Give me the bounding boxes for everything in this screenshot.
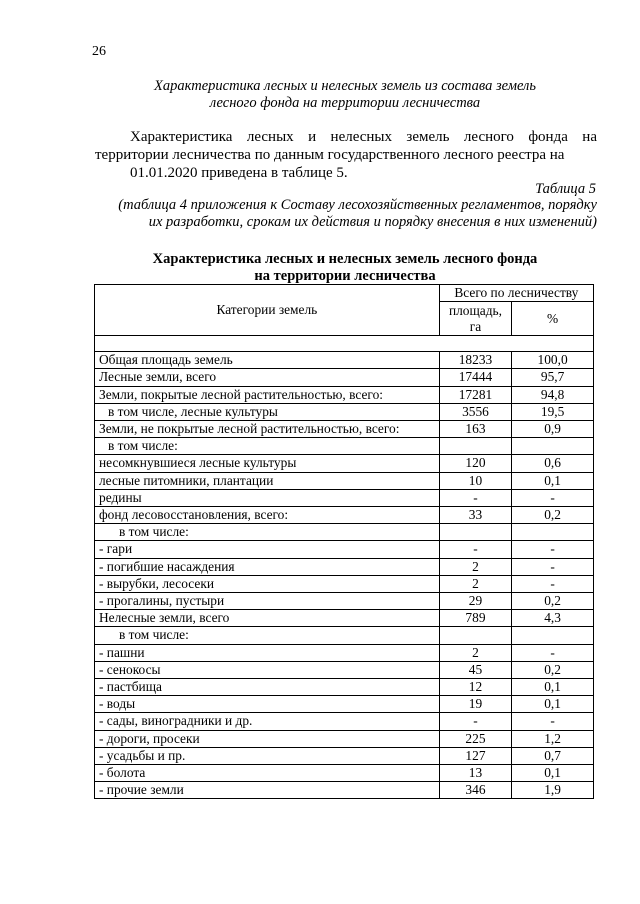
table-row	[95, 386, 594, 403]
row-area: 2	[439, 575, 511, 592]
row-percent: 0,2	[512, 661, 594, 678]
row-label: Лесные земли, всего	[95, 369, 440, 386]
table-row	[95, 438, 594, 455]
row-label: в том числе, лесные культуры	[95, 403, 440, 420]
header-percent: %	[512, 302, 594, 336]
row-label: - прочие земли	[95, 782, 440, 799]
row-area: 45	[439, 661, 511, 678]
row-area	[439, 627, 511, 644]
row-label: Нелесные земли, всего	[95, 610, 440, 627]
intro-text-last: 01.01.2020 приведена в таблице 5.	[130, 165, 348, 181]
table-row	[95, 524, 594, 541]
land-categories-table	[94, 284, 594, 799]
row-percent: -	[512, 489, 594, 506]
table-row	[95, 489, 594, 506]
header-area: площадь, га	[439, 302, 511, 336]
row-percent: 19,5	[512, 403, 594, 420]
table-row	[95, 730, 594, 747]
table-row	[95, 696, 594, 713]
row-area	[439, 524, 511, 541]
row-percent: 1,2	[512, 730, 594, 747]
table-row	[95, 747, 594, 764]
row-percent: 0,1	[512, 472, 594, 489]
row-percent: 0,1	[512, 696, 594, 713]
header-category: Категории земель	[95, 285, 440, 336]
row-area	[439, 438, 511, 455]
row-area: -	[439, 713, 511, 730]
row-label: - усадьбы и пр.	[95, 747, 440, 764]
table-row	[95, 472, 594, 489]
table-title-line2: на территории лесничества	[254, 268, 436, 284]
table-row	[95, 352, 594, 369]
row-area: 19	[439, 696, 511, 713]
row-area: 17281	[439, 386, 511, 403]
row-label: в том числе:	[95, 438, 440, 455]
table-row	[95, 541, 594, 558]
row-area: 33	[439, 507, 511, 524]
row-label: в том числе:	[95, 524, 440, 541]
table-row	[95, 782, 594, 799]
page-number: 26	[92, 44, 106, 59]
section-heading-line1: Характеристика лесных и нелесных земель из состава земель	[154, 78, 536, 94]
table-row	[95, 627, 594, 644]
row-label: фонд лесовосстановления, всего:	[95, 507, 440, 524]
section-heading-line2: лесного фонда на территории лесничества	[209, 95, 481, 111]
table-row	[95, 679, 594, 696]
row-percent: -	[512, 575, 594, 592]
row-area: 10	[439, 472, 511, 489]
table-row	[95, 558, 594, 575]
row-label: несомкнувшиеся лесные культуры	[95, 455, 440, 472]
row-percent: 0,2	[512, 593, 594, 610]
row-area: 2	[439, 644, 511, 661]
table-title-line1: Характеристика лесных и нелесных земель лесного фонда	[152, 251, 538, 267]
row-area: 789	[439, 610, 511, 627]
row-percent: 100,0	[512, 352, 594, 369]
row-percent: -	[512, 713, 594, 730]
row-percent	[512, 524, 594, 541]
row-label: Земли, не покрытые лесной растительностью, всего:	[95, 421, 440, 438]
row-area: 12	[439, 679, 511, 696]
table-body	[95, 352, 594, 799]
row-area: 17444	[439, 369, 511, 386]
table-row	[95, 403, 594, 420]
row-label: Земли, покрытые лесной растительностью, всего:	[95, 386, 440, 403]
table-row	[95, 765, 594, 782]
row-percent: 94,8	[512, 386, 594, 403]
table-title	[95, 251, 595, 285]
row-percent: 0,2	[512, 507, 594, 524]
row-label: редины	[95, 489, 440, 506]
table-row	[95, 644, 594, 661]
row-label: - пастбища	[95, 679, 440, 696]
row-percent	[512, 627, 594, 644]
row-label: - вырубки, лесосеки	[95, 575, 440, 592]
row-percent	[512, 438, 594, 455]
row-area: 2	[439, 558, 511, 575]
table-row	[95, 661, 594, 678]
table-row	[95, 507, 594, 524]
table-row	[95, 593, 594, 610]
row-percent: 0,1	[512, 679, 594, 696]
row-area: -	[439, 541, 511, 558]
row-percent: 0,1	[512, 765, 594, 782]
row-percent: 0,6	[512, 455, 594, 472]
row-label: - сенокосы	[95, 661, 440, 678]
table-row	[95, 713, 594, 730]
row-label: - пашни	[95, 644, 440, 661]
table-note-line2: их разработки, срокам их действия и порядку внесения в них изменений)	[148, 214, 597, 230]
intro-paragraph	[95, 128, 597, 182]
row-label: лесные питомники, плантации	[95, 472, 440, 489]
row-label: - прогалины, пустыри	[95, 593, 440, 610]
table-note-line1: (таблица 4 приложения к Составу лесохозяйственных регламентов, порядку	[118, 197, 597, 213]
spacer-row	[95, 336, 594, 352]
row-label: - болота	[95, 765, 440, 782]
row-label: - сады, виноградники и др.	[95, 713, 440, 730]
table-label: Таблица 5	[535, 181, 596, 197]
row-percent: -	[512, 541, 594, 558]
row-area: 120	[439, 455, 511, 472]
row-area: 3556	[439, 403, 511, 420]
row-area: 163	[439, 421, 511, 438]
row-area: 18233	[439, 352, 511, 369]
table-note	[95, 197, 597, 231]
row-percent: 1,9	[512, 782, 594, 799]
table-row	[95, 369, 594, 386]
row-area: 127	[439, 747, 511, 764]
row-area: -	[439, 489, 511, 506]
row-percent: 0,7	[512, 747, 594, 764]
row-percent: 4,3	[512, 610, 594, 627]
row-label: в том числе:	[95, 627, 440, 644]
table-row	[95, 421, 594, 438]
row-area: 225	[439, 730, 511, 747]
table-row	[95, 455, 594, 472]
row-percent: -	[512, 558, 594, 575]
intro-text-main: Характеристика лесных и нелесных земель лесного фонда на территории лесничества по данным государственного лесного реестра на	[95, 129, 597, 163]
row-label: Общая площадь земель	[95, 352, 440, 369]
row-label: - погибшие насаждения	[95, 558, 440, 575]
row-label: - воды	[95, 696, 440, 713]
row-percent: 95,7	[512, 369, 594, 386]
row-percent: -	[512, 644, 594, 661]
section-heading	[95, 78, 595, 112]
row-label: - гари	[95, 541, 440, 558]
table-row	[95, 575, 594, 592]
row-area: 29	[439, 593, 511, 610]
row-area: 346	[439, 782, 511, 799]
row-percent: 0,9	[512, 421, 594, 438]
row-label: - дороги, просеки	[95, 730, 440, 747]
row-area: 13	[439, 765, 511, 782]
header-total: Всего по лесничеству	[439, 285, 593, 302]
table-row	[95, 610, 594, 627]
